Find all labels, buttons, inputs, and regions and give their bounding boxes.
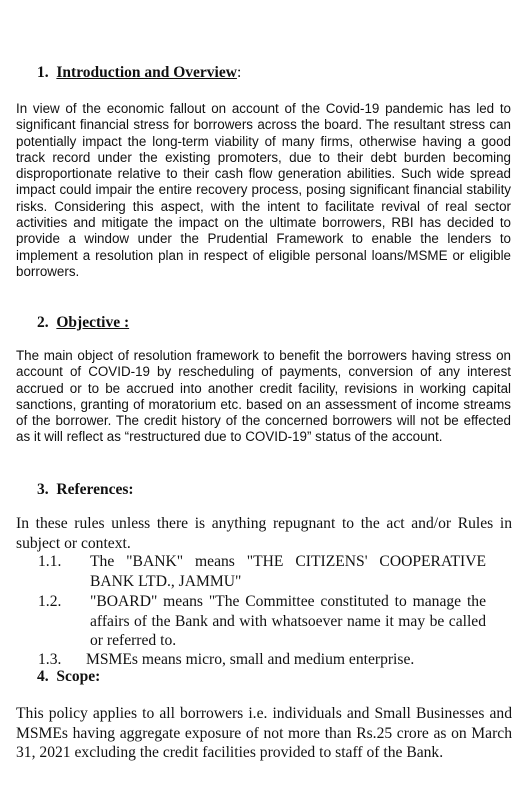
definition-number: 1.1.: [38, 553, 62, 570]
introduction-paragraph: In view of the economic fallout on account of the Covid-19 pandemic has led to significant financial stress for borrowers across the board. The resultant stress can potentially impact the long-term viability of many firms, otherwise having a good track record under the existing promoters, due to their debt burden becoming disproportionate relative to their cash flow generation abilities. Such wide spread impact could impair the entire recovery process, posing significant financial stability risks. Considering this aspect, with the intent to facilitate revival of real sector activities and mitigate the impact on the ultimate borrowers, RBI has decided to provide a window under the Prudential Framework to enable the lenders to implement a resolution plan in respect of eligible personal loans/MSME or eligible borrowers.: [16, 101, 511, 279]
definition-item: [38, 552, 488, 592]
section-number: 2.: [37, 314, 49, 331]
section-title-suffix: :: [236, 64, 242, 81]
definition-item: [38, 592, 488, 652]
references-paragraph: In these rules unless there is anything repugnant to the act and/or Rules in subject or context.: [16, 515, 512, 552]
section-title: Introduction and Overview: [56, 64, 237, 81]
scope-paragraph: This policy applies to all borrowers i.e. individuals and Small Businesses and MSMEs having aggregate exposure of not more than Rs.25 crore as on March 31, 2021 excluding the credit facilities provided to staff of the Bank.: [16, 705, 512, 761]
section-heading-introduction: [37, 64, 241, 82]
definition-item: [38, 650, 488, 670]
section-heading-references: [37, 481, 134, 499]
section-heading-scope: [37, 668, 100, 686]
section-title: References:: [56, 481, 134, 498]
section-number: 3.: [37, 481, 49, 498]
section-number: 1.: [37, 64, 49, 81]
definition-text: MSMEs means micro, small and medium enterprise.: [86, 651, 415, 668]
objective-paragraph: The main object of resolution framework to benefit the borrowers having stress on account of COVID-19 by rescheduling of payments, conversion of any interest accrued or to be accrued into another credit facility, revisions in working capital sanctions, granting of moratorium etc. based on an assessment of income streams of the borrower. The credit history of the concerned borrowers will not be effected as it will reflect as “restructured due to COVID-19” status of the account.: [16, 348, 511, 445]
definition-number: 1.3.: [38, 651, 62, 668]
definition-text: The "BANK" means "THE CITIZENS' COOPERATIVE BANK LTD., JAMMU": [90, 553, 486, 590]
section-heading-objective: [37, 314, 129, 332]
definition-number: 1.2.: [38, 593, 62, 610]
definition-text: "BOARD" means "The Committee constituted to manage the affairs of the Bank and with whatsoever name it may be called or referred to.: [90, 593, 486, 649]
section-number: 4.: [37, 668, 49, 685]
section-title: Scope:: [56, 668, 101, 685]
section-title: Objective :: [56, 314, 130, 331]
